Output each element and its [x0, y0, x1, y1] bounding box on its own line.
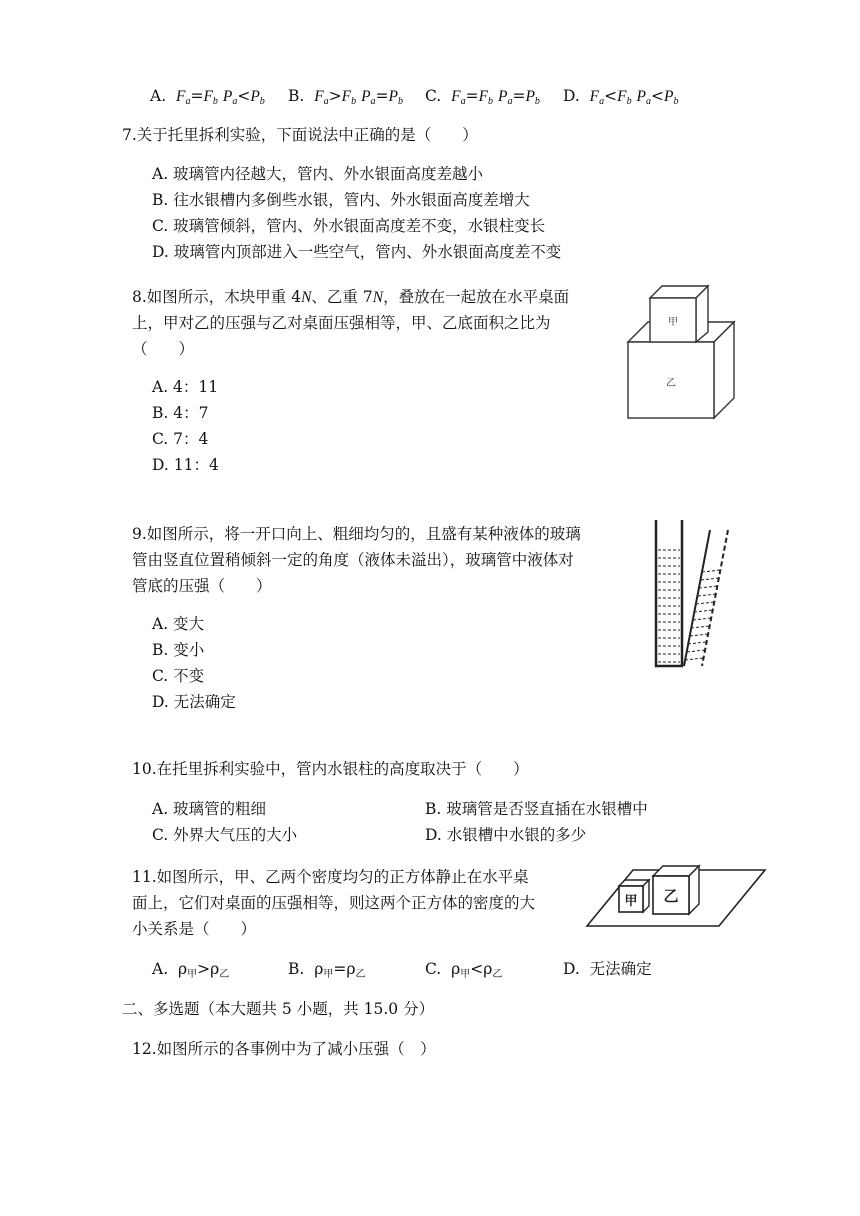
vertical-tube	[656, 520, 682, 666]
q6-option-letter: B.	[288, 87, 305, 105]
q9-option-a[interactable]: A. 变大	[152, 615, 205, 633]
subscript: a	[460, 96, 466, 107]
q6-option-letter: A.	[150, 87, 167, 105]
q9-stem-line2: 管由竖直位置稍倾斜一定的角度（液体未溢出），玻璃管中液体对	[132, 551, 574, 569]
pressure-symbol: P	[636, 88, 647, 105]
q9-stem-line1: 9.如图所示，将一开口向上、粗细均匀的，且盛有某种液体的玻璃	[132, 525, 581, 543]
subscript: a	[507, 96, 513, 107]
force-symbol: F	[175, 88, 186, 105]
force-symbol: F	[617, 88, 627, 105]
cube-jia-label: 甲	[624, 894, 638, 909]
q10-option-a[interactable]: A. 玻璃管的粗细	[152, 800, 267, 818]
cube-jia-side	[643, 880, 649, 912]
force-symbol: F	[341, 88, 352, 105]
rho-symbol: ρ	[314, 960, 324, 978]
force-symbol: F	[589, 88, 600, 105]
q9-tubes-figure	[646, 516, 732, 670]
subscript: b	[212, 96, 218, 107]
rho-symbol: ρ	[346, 960, 356, 978]
q11-option-c[interactable]	[425, 956, 502, 988]
pressure-symbol: P	[525, 88, 535, 105]
rho-symbol: ρ	[177, 960, 188, 978]
pressure-symbol: P	[664, 88, 674, 105]
q7-option-a[interactable]: A. 玻璃管内径越大，管内、外水银面高度差越小	[152, 165, 484, 183]
q10-stem: 10.在托里拆利实验中，管内水银柱的高度取决于（ ）	[132, 760, 529, 778]
block-yi-label: 乙	[666, 378, 676, 389]
q7-option-d[interactable]: D. 玻璃管内顶部进入一些空气，管内、外水银面高度差不变	[152, 243, 562, 261]
q11-option-b[interactable]	[288, 956, 365, 988]
subscript: b	[673, 96, 679, 107]
cube-yi-label: 乙	[663, 887, 679, 905]
q6-option-a[interactable]	[150, 83, 265, 115]
tilted-tube-left-wall	[684, 530, 710, 666]
force-symbol: F	[314, 88, 324, 105]
q9-option-b[interactable]: B. 变小	[152, 641, 205, 659]
relation: =	[375, 87, 389, 105]
unit-newton: N	[372, 289, 384, 306]
q8-option-c[interactable]: C. 7：4	[152, 430, 209, 448]
q7-stem: 7.关于托里拆利实验，下面说法中正确的是（ ）	[122, 126, 478, 144]
subscript: b	[626, 96, 632, 107]
q11-option-letter: A.	[152, 960, 169, 978]
q11-option-letter: C.	[425, 960, 442, 978]
q10-option-c[interactable]: C. 外界大气压的大小	[152, 826, 298, 844]
subscript: a	[599, 96, 605, 107]
q7-option-b[interactable]: B. 往水银槽内多倒些水银，管内、外水银面高度差增大	[152, 191, 530, 209]
subscript: b	[259, 96, 265, 107]
q7-option-c[interactable]: C. 玻璃管倾斜，管内、外水银面高度差不变，水银柱变长	[152, 217, 546, 235]
section-2-title: 二、多选题（本大题共 5 小题，共 15.0 分）	[122, 1000, 435, 1018]
q6-option-d[interactable]	[563, 83, 678, 115]
subscript: a	[370, 96, 376, 107]
subscript: a	[232, 96, 238, 107]
q11-cubes-figure	[585, 856, 767, 930]
relation: =	[333, 960, 347, 978]
rho-symbol: ρ	[210, 960, 220, 978]
q11-option-text: 无法确定	[589, 960, 652, 978]
q11-stem-line2: 面上，它们对桌面的压强相等，则这两个正方体的密度的大	[132, 894, 536, 912]
q11-option-letter: B.	[288, 960, 305, 978]
q8-option-d[interactable]: D. 11：4	[152, 456, 219, 474]
relation: =	[465, 87, 479, 105]
subscript: b	[534, 96, 540, 107]
force-symbol: F	[203, 88, 213, 105]
unit-newton: N	[301, 289, 312, 306]
q8-text: ，叠放在一起放在水平桌面	[383, 288, 570, 306]
tilted-tube-liquid	[685, 570, 721, 660]
q8-option-b[interactable]: B. 4：7	[152, 404, 209, 422]
q6-option-b[interactable]	[288, 83, 403, 115]
q6-option-letter: C.	[425, 87, 442, 105]
relation: >	[197, 960, 211, 978]
q8-stem-line3: （ ）	[132, 340, 195, 358]
q10-option-b[interactable]: B. 玻璃管是否竖直插在水银槽中	[425, 800, 648, 818]
q6-option-letter: D.	[563, 87, 580, 105]
relation: <	[604, 87, 618, 105]
force-symbol: F	[451, 88, 461, 105]
subscript-jia: 甲	[460, 969, 471, 980]
q6-option-c[interactable]	[425, 83, 540, 115]
relation: <	[237, 87, 251, 105]
subscript-yi: 乙	[492, 969, 503, 980]
q8-stem-line1	[132, 284, 569, 311]
subscript: a	[646, 96, 652, 107]
q8-stem-line2: 上，甲对乙的压强与乙对桌面压强相等，甲、乙底面积之比为	[132, 314, 551, 332]
block-jia-label: 甲	[668, 317, 678, 328]
subscript: a	[323, 96, 329, 107]
vertical-tube-liquid	[658, 550, 680, 662]
q12-stem: 12.如图所示的各事例中为了减小压强（ ）	[132, 1040, 436, 1058]
subscript-jia: 甲	[187, 969, 198, 980]
q9-stem-line3: 管底的压强（ ）	[132, 577, 272, 595]
subscript: b	[398, 96, 403, 107]
q11-option-a[interactable]	[152, 956, 229, 988]
q10-option-d[interactable]: D. 水银槽中水银的多少	[425, 826, 587, 844]
q8-text: 、乙重 7	[311, 288, 373, 306]
force-symbol: F	[478, 88, 489, 105]
q9-option-c[interactable]: C. 不变	[152, 667, 205, 685]
q11-option-d[interactable]	[563, 956, 652, 982]
rho-symbol: ρ	[483, 960, 493, 978]
subscript-yi: 乙	[219, 969, 230, 980]
subscript: b	[351, 96, 357, 107]
q8-text: 8.如图所示，木块甲重 4	[132, 288, 302, 306]
q11-option-letter: D.	[563, 960, 580, 978]
pressure-symbol: P	[388, 88, 398, 105]
relation: =	[190, 87, 204, 105]
subscript: b	[488, 96, 494, 107]
pressure-symbol: P	[361, 88, 371, 105]
subscript-jia: 甲	[323, 969, 334, 980]
rho-symbol: ρ	[451, 960, 461, 978]
relation: <	[470, 960, 484, 978]
relation: >	[328, 87, 342, 105]
q8-stacked-blocks-figure	[620, 280, 740, 425]
pressure-symbol: P	[222, 88, 233, 105]
subscript-yi: 乙	[355, 969, 366, 980]
relation: <	[651, 87, 665, 105]
relation: =	[512, 87, 526, 105]
q8-option-a[interactable]: A. 4：11	[152, 378, 219, 396]
q11-stem-line1: 11.如图所示，甲、乙两个密度均匀的正方体静止在水平桌	[132, 868, 529, 886]
pressure-symbol: P	[250, 88, 260, 105]
q9-option-d[interactable]: D. 无法确定	[152, 693, 236, 711]
q11-stem-line3: 小关系是（ ）	[132, 920, 257, 938]
pressure-symbol: P	[497, 88, 508, 105]
subscript: a	[185, 96, 191, 107]
